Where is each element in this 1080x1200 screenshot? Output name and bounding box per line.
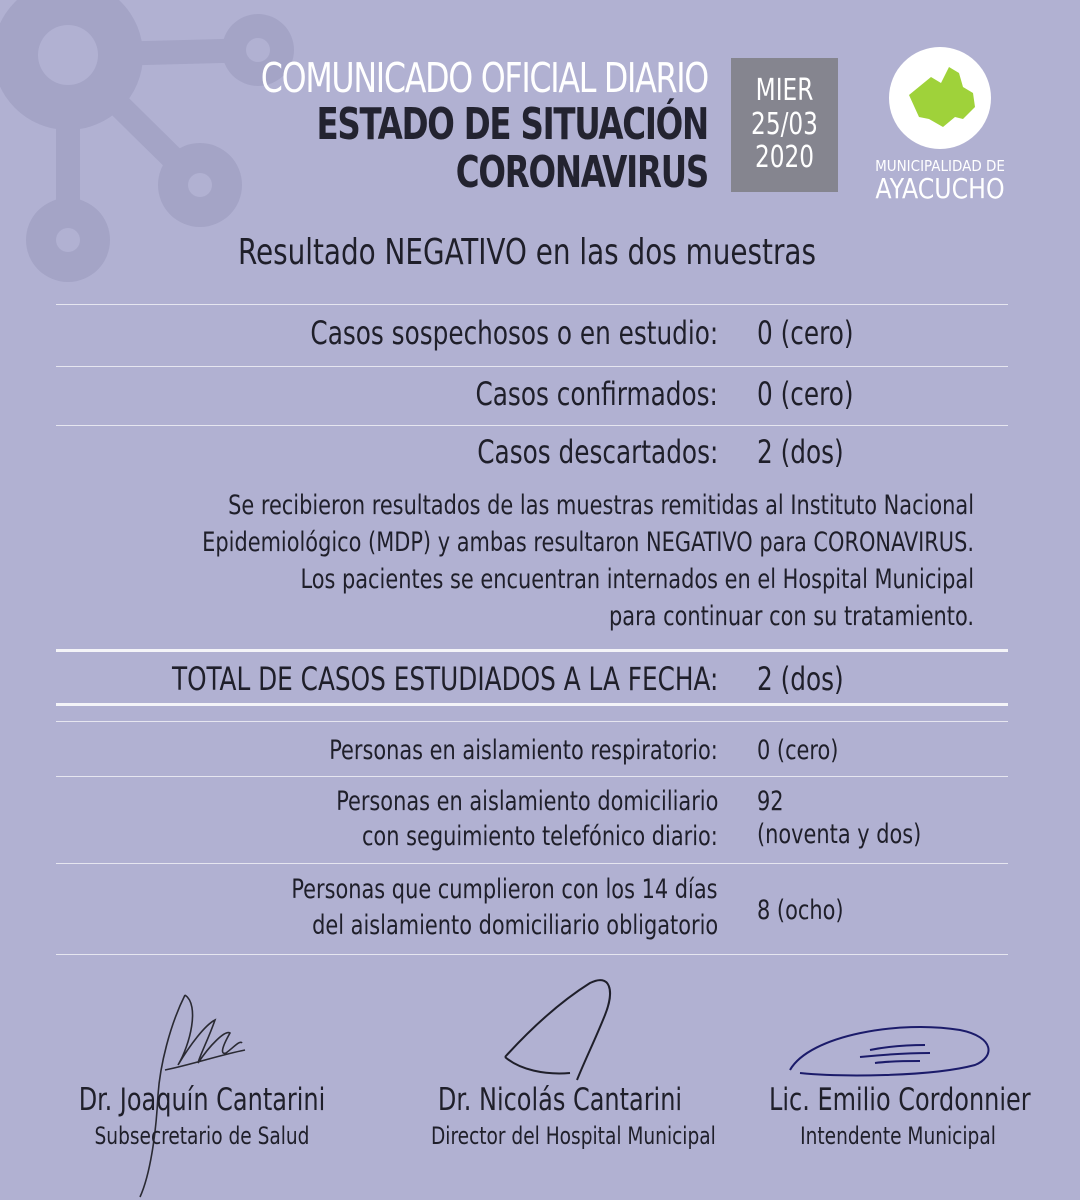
signatory-role: Subsecretario de Salud [94,1122,310,1150]
logo-circle [889,47,991,149]
paragraph-line: Los pacientes se encuentran internados en el Hospital Municipal [300,564,975,595]
signatory-role: Intendente Municipal [800,1122,996,1150]
discarded-cases-value: 2 (dos) [757,433,844,471]
header-line-2: ESTADO DE SITUACIÓN [316,99,708,150]
signature-block [52,1082,352,1150]
respiratory-isolation-label: Personas en aislamiento respiratorio: [329,735,718,766]
signature-3-icon [780,1015,995,1085]
results-paragraph [74,487,974,635]
logo-line-2: AYACUCHO [875,172,1005,205]
signature-2-icon [495,975,625,1090]
paragraph-line: para continuar con su tratamiento. [609,601,974,632]
date-date: 25/03 [751,106,818,142]
signature-block [748,1082,1048,1150]
divider [56,366,1008,367]
completed-isolation-label-1: Personas que cumplieron con los 14 días [291,874,718,905]
municipality-logo [860,47,1020,203]
total-cases-value: 2 (dos) [757,660,844,698]
suspected-cases-label: Casos sospechosos o en estudio: [310,314,718,352]
completed-isolation-label-2: del aislamiento domiciliario obligatorio [311,910,718,941]
divider [56,776,1008,777]
completed-isolation-value: 8 (ocho) [757,895,844,926]
header-line-1: COMUNICADO OFICIAL DIARIO [260,54,708,102]
divider [56,863,1008,864]
confirmed-cases-label: Casos confirmados: [475,375,718,413]
total-cases-label: TOTAL DE CASOS ESTUDIADOS A LA FECHA: [171,660,718,698]
divider [56,954,1008,955]
logo-line-1: MUNICIPALIDAD DE [875,157,1005,175]
headline: Resultado NEGATIVO en las dos muestras [237,232,816,273]
paragraph-line: Se recibieron resultados de las muestras remitidas al Instituto Nacional [228,490,974,521]
date-box [731,58,838,192]
divider [56,721,1008,722]
header-line-3: CORONAVIRUS [455,147,708,198]
home-isolation-label-2: con seguimiento telefónico diario: [362,821,718,852]
divider [56,304,1008,305]
header-title [188,54,708,198]
signatory-name: Lic. Emilio Cordonnier [769,1082,1031,1118]
home-isolation-label-1: Personas en aislamiento domiciliario [335,786,718,817]
respiratory-isolation-value: 0 (cero) [757,735,839,766]
signatory-name: Dr. Joaquín Cantarini [78,1082,326,1118]
divider [56,425,1008,426]
date-day: MIER [755,73,814,108]
signatory-role: Director del Hospital Municipal [431,1122,716,1150]
divider [56,649,1008,652]
discarded-cases-label: Casos descartados: [476,433,718,471]
confirmed-cases-value: 0 (cero) [757,375,854,413]
paragraph-line: Epidemiológico (MDP) y ambas resultaron NEGATIVO para CORONAVIRUS. [202,527,974,558]
signature-block [410,1082,716,1150]
date-year: 2020 [754,140,815,176]
signatory-name: Dr. Nicolás Cantarini [437,1082,683,1118]
home-isolation-value-2: (noventa y dos) [757,819,922,850]
suspected-cases-value: 0 (cero) [757,314,854,352]
home-isolation-value-1: 92 [757,786,784,817]
ayacucho-map-icon [889,47,991,149]
divider [56,703,1008,706]
